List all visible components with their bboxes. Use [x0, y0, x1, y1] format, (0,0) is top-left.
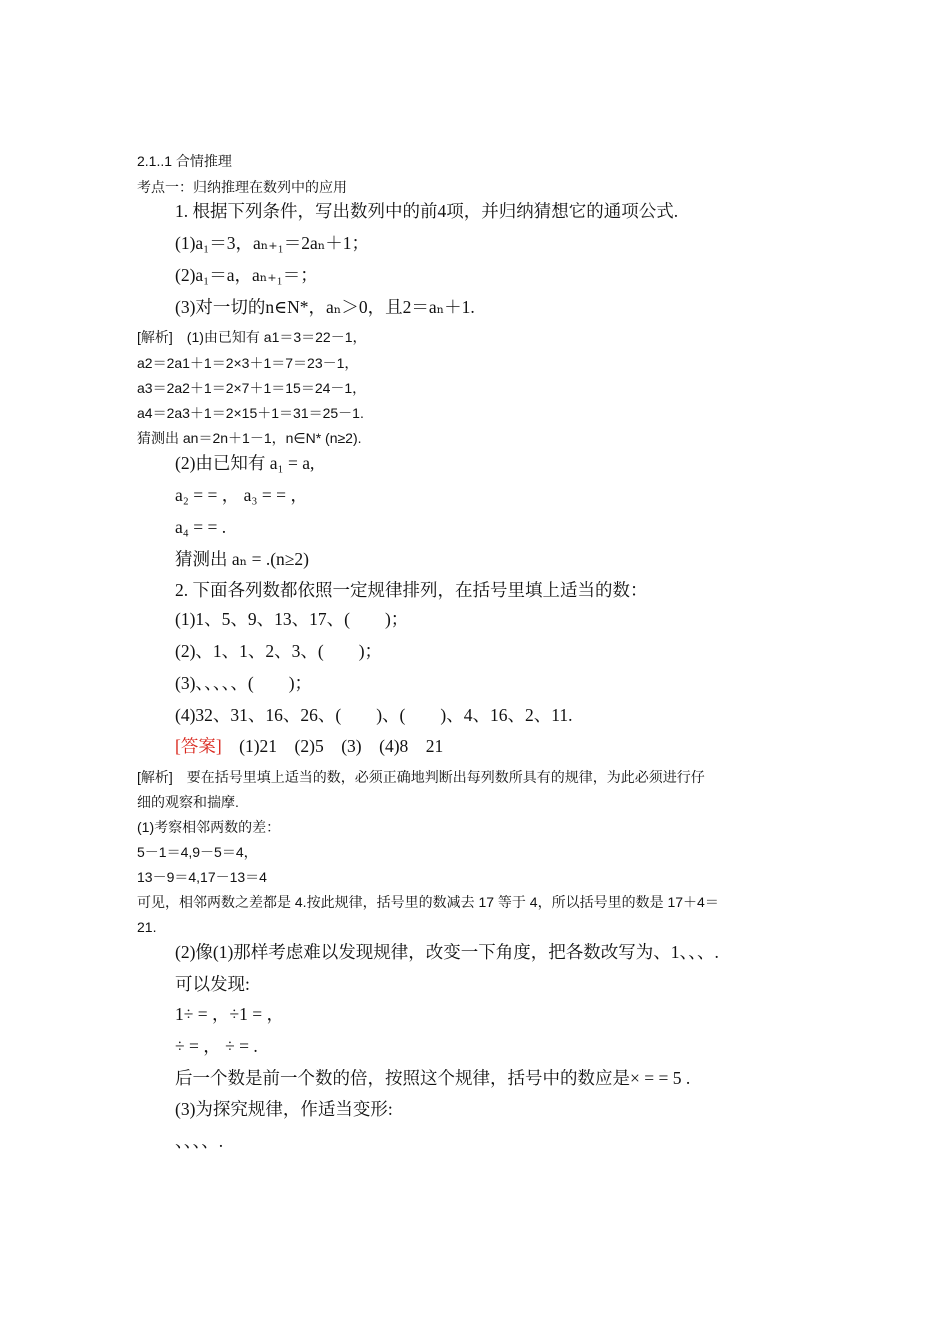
- analysis-2-line: 13－9＝4,17－13＝4: [137, 869, 267, 885]
- question-2-stem: 2. 下面各列数都依照一定规律排列，在括号里填上适当的数：: [175, 580, 648, 600]
- analysis-2b-line: 可以发现:: [175, 974, 250, 994]
- analysis-2-line: (1)考察相邻两数的差：: [137, 819, 281, 835]
- analysis-1b-line: 猜测出 aₙ = .(n≥2): [175, 549, 309, 569]
- analysis-2b-line: 1÷ = ，÷1 = ，: [175, 1004, 284, 1024]
- topic-title: 考点一：归纳推理在数列中的应用: [137, 179, 347, 195]
- analysis-1-line: a3＝2a2＋1＝2×7＋1＝15＝24－1，: [137, 380, 367, 396]
- answer-label: [答案]: [175, 736, 222, 756]
- question-1-condition-1: (1)a₁＝3，aₙ₊₁＝2aₙ＋1；: [175, 233, 370, 253]
- section-title: 2.1..1 合情推理: [137, 153, 232, 169]
- analysis-2b-line: (2)像(1)那样考虑难以发现规律，改变一下角度，把各数改写为、1、、、.: [175, 942, 719, 962]
- question-2-sequence-4: (4)32、31、16、26、( )、( )、4、16、2、11.: [175, 705, 573, 725]
- analysis-2-line: 5－1＝4,9－5＝4，: [137, 844, 258, 860]
- question-1-condition-3: (3)对一切的n∈N*，aₙ＞0，且2＝aₙ＋1.: [175, 297, 475, 317]
- question-2-sequence-3: (3)、、、、、( )；: [175, 673, 313, 693]
- question-1-condition-2: (2)a₁＝a，aₙ₊₁＝；: [175, 265, 318, 285]
- analysis-2-line: 可见，相邻两数之差都是 4.按此规律，括号里的数减去 17 等于 4，所以括号里的数是 17＋4＝: [137, 894, 719, 910]
- analysis-1-line: a4＝2a3＋1＝2×15＋1＝31＝25－1.: [137, 405, 364, 421]
- analysis-1b-line: a₂ = = ， a₃ = = ，: [175, 485, 308, 505]
- analysis-2b-line: ÷ = ， ÷ = .: [175, 1036, 258, 1056]
- question-1-stem: 1. 根据下列条件，写出数列中的前4项，并归纳猜想它的通项公式.: [175, 201, 679, 221]
- analysis-2b-line: 、、、、.: [175, 1131, 224, 1151]
- question-2-sequence-2: (2)、1、1、2、3、( )；: [175, 641, 383, 661]
- answer-text: (1)21 (2)5 (3) (4)8 21: [221, 736, 444, 756]
- analysis-1-line: [解析] (1)由已知有 a1＝3＝22－1，: [137, 329, 367, 345]
- analysis-2b-line: (3)为探究规律，作适当变形:: [175, 1099, 393, 1119]
- question-2-sequence-1: (1)1、5、9、13、17、( )；: [175, 609, 409, 629]
- analysis-1-line: 猜测出 an＝2n＋1－1，n∈N* (n≥2).: [137, 430, 362, 446]
- analysis-2-line: [解析] 要在括号里填上适当的数，必须正确地判断出每列数所具有的规律，为此必须进行仔: [137, 769, 705, 785]
- analysis-2b-line: 后一个数是前一个数的倍，按照这个规律，括号中的数应是× = = 5 .: [175, 1068, 691, 1088]
- analysis-2-line: 细的观察和揣摩.: [137, 794, 239, 810]
- analysis-1b-line: a₄ = = .: [175, 517, 227, 537]
- analysis-1-line: a2＝2a1＋1＝2×3＋1＝7＝23－1，: [137, 355, 359, 371]
- analysis-1b-line: (2)由已知有 a₁ = a,: [175, 453, 315, 473]
- analysis-2-line: 21.: [137, 919, 157, 935]
- answer-line: [175, 734, 443, 758]
